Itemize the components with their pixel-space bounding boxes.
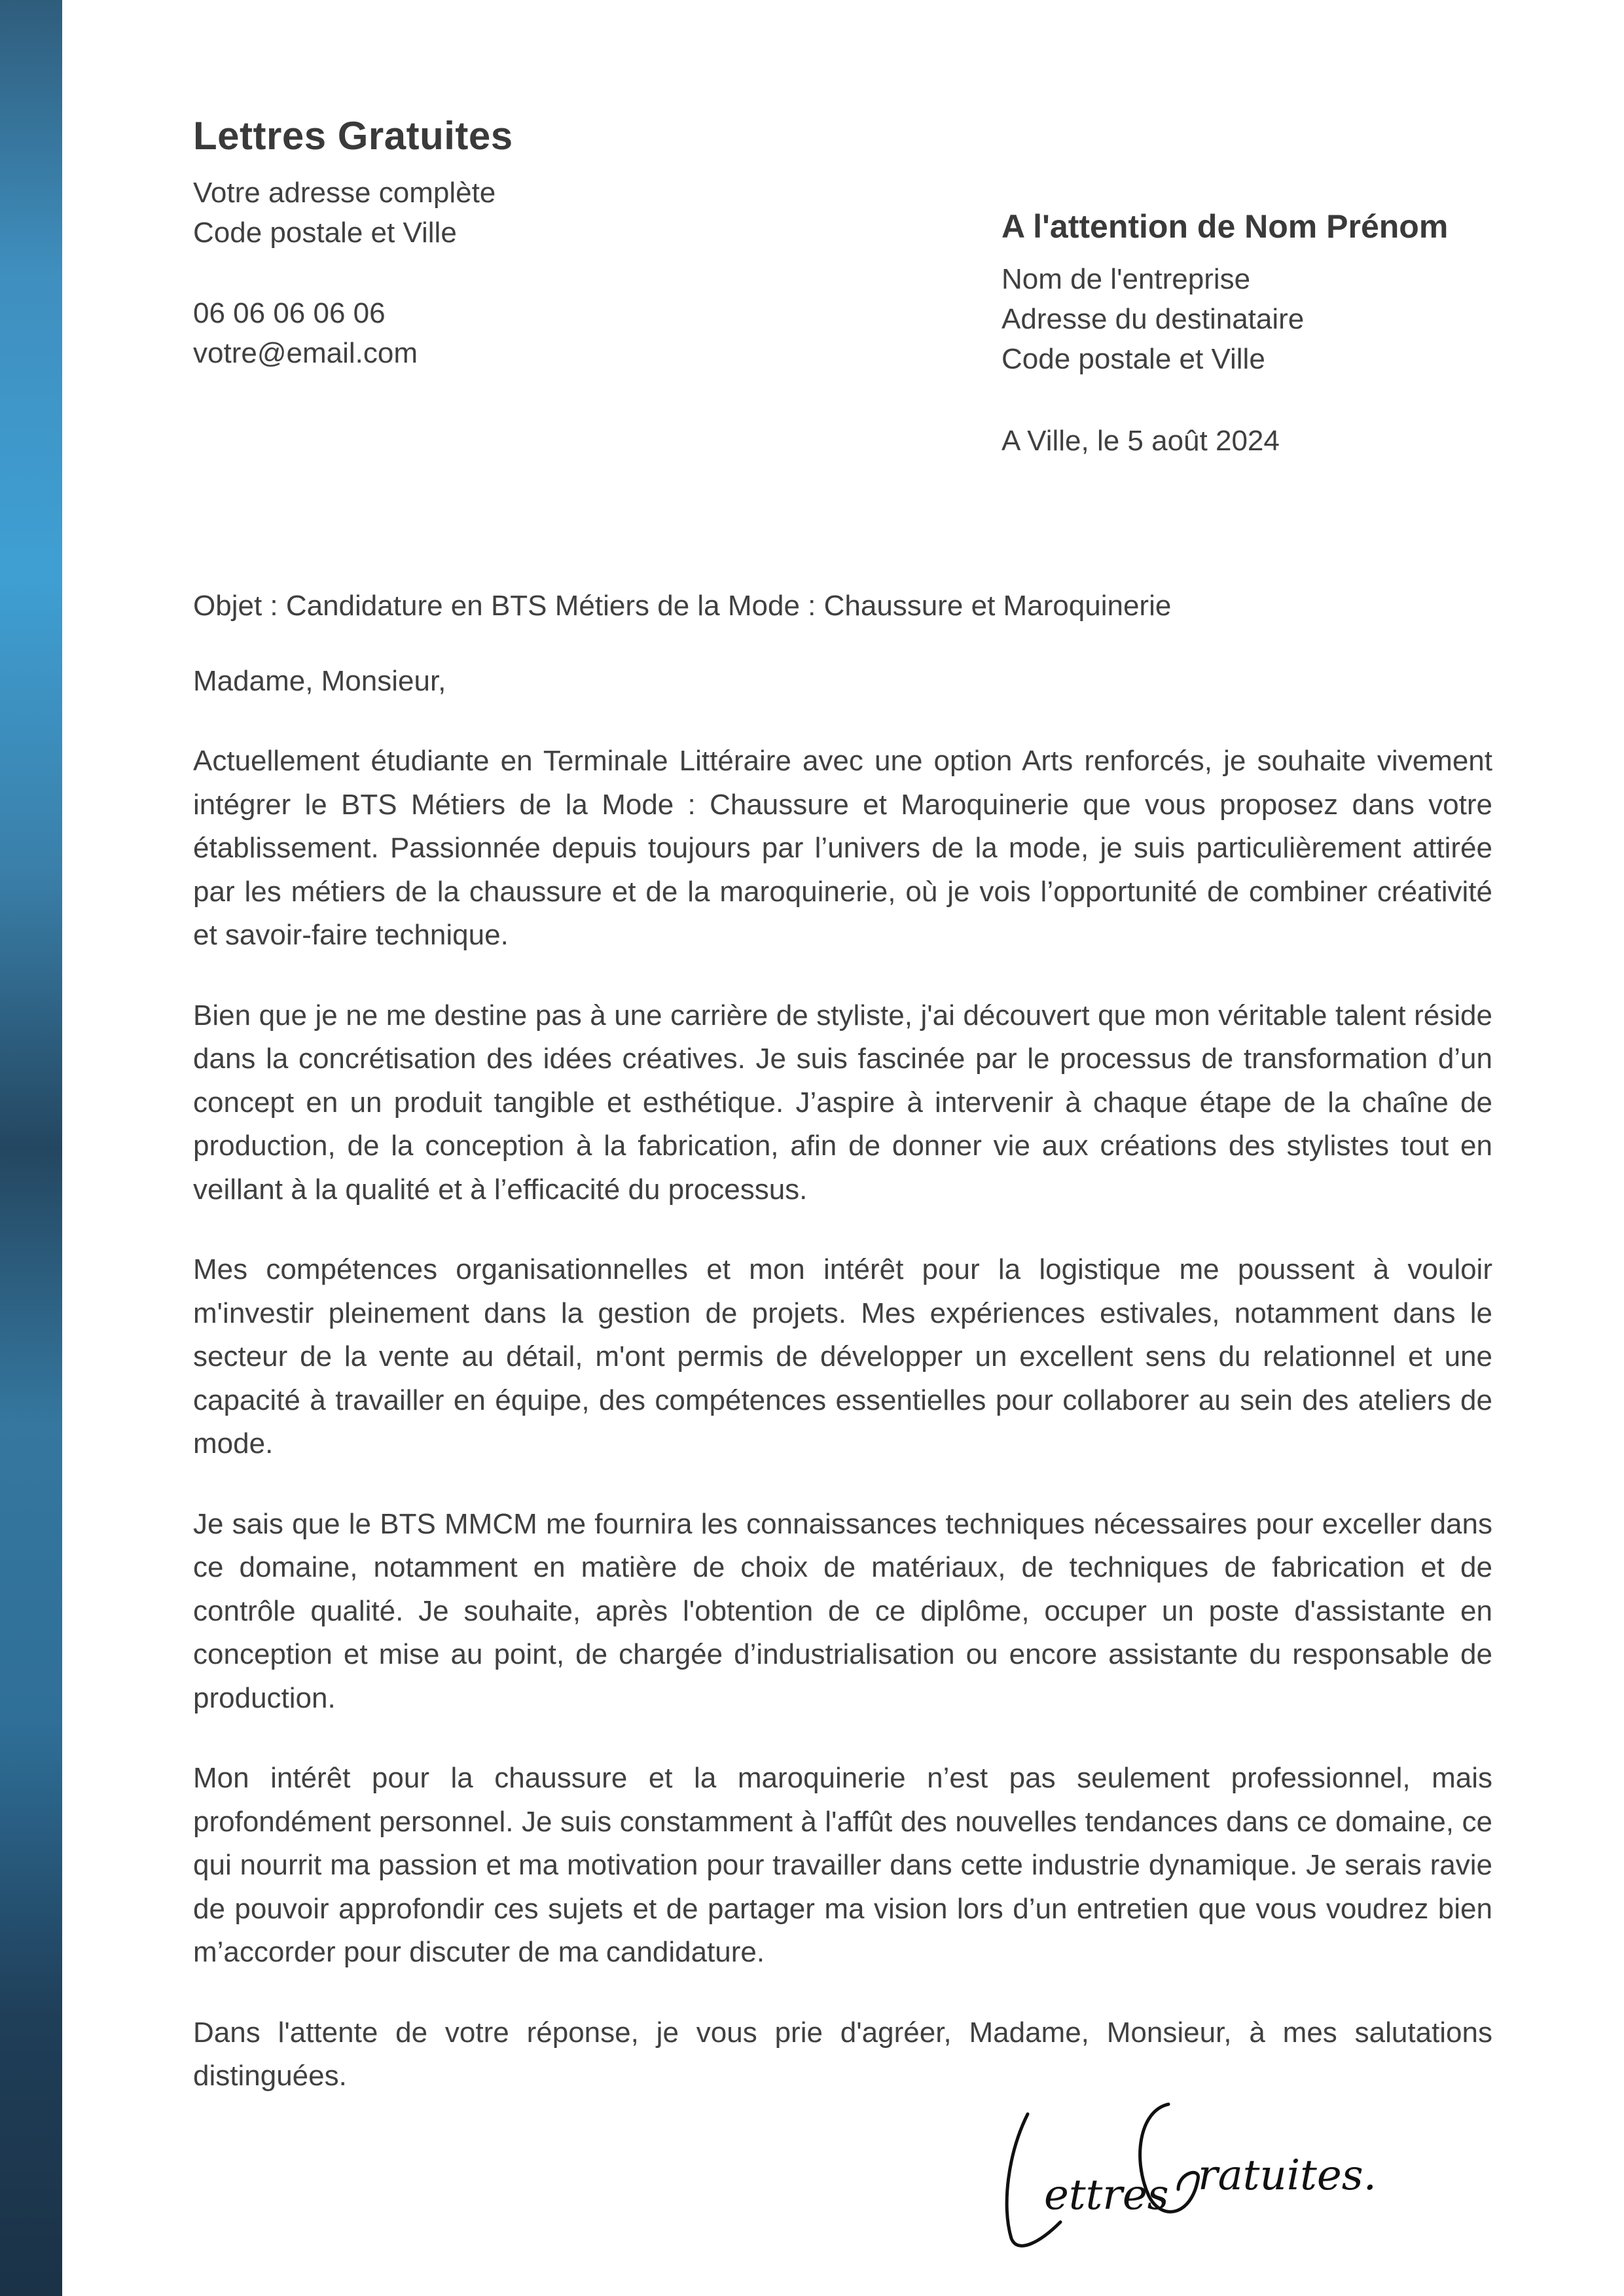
sender-address-line2: Code postale et Ville bbox=[193, 217, 457, 249]
sender-phone: 06 06 06 06 06 bbox=[193, 297, 386, 329]
letter-paragraph: Je sais que le BTS MMCM me fournira les connaissances techniques nécessaires pour exceller dans ce domaine, notamment en matière de choix de matériaux, de techniques de fabrication et de contrôle qualité. Je souhaite, après l'obtention de ce diplôme, occuper un poste d'assistante en conception et mise au point, de chargée d’industrialisation ou encore assistante du responsable de production. bbox=[193, 1507, 1492, 1714]
letter-paragraph: Mon intérêt pour la chaussure et la maroquinerie n’est pas seulement professionnel, mais profondément personnel. Je suis constamment à l'affût des nouvelles tendances dans ce domaine, ce qui nourrit ma passion et ma motivation pour travailler dans cette industrie dynamique. Je serais ravie de pouvoir approfondir ces sujets et de partager ma vision lors d’un entretien que vous voudrez bien m’accorder pour discuter de ma candidature. bbox=[193, 1762, 1492, 1968]
decorative-side-band bbox=[0, 0, 62, 2296]
letter-closing: Dans l'attente de votre réponse, je vous prie d'agréer, Madame, Monsieur, à mes salutations distinguées. bbox=[193, 2016, 1492, 2092]
svg-text:ettres: ettres bbox=[1044, 2171, 1169, 2219]
sender-address-line1: Votre adresse complète bbox=[193, 177, 496, 209]
sender-block bbox=[193, 110, 782, 373]
letter-date: A Ville, le 5 août 2024 bbox=[1001, 425, 1280, 457]
letter-paragraph: Actuellement étudiante en Terminale Littéraire avec une option Arts renforcés, je souhaite vivement intégrer le BTS Métiers de la Mode : Chaussure et Maroquinerie que vous proposez dans votre établissement. Passionnée depuis toujours par l’univers de la mode, je suis particulièrement attirée par les métiers de la chaussure et de la maroquinerie, où je vois l’opportunité de combiner créativité et savoir-faire technique. bbox=[193, 745, 1492, 951]
recipient-address: Adresse du destinataire bbox=[1001, 303, 1305, 335]
recipient-city: Code postale et Ville bbox=[1001, 343, 1265, 375]
signature-graphic bbox=[982, 2075, 1427, 2258]
letter-paragraph: Bien que je ne me destine pas à une carrière de styliste, j'ai découvert que mon véritable talent réside dans la concrétisation des idées créatives. Je suis fascinée par le processus de transformation d’un concept en un produit tangible et esthétique. J’aspire à intervenir à chaque étape de la chaîne de production, de la conception à la fabrication, afin de donner vie aux créations des stylistes tout en veillant à la qualité et à l’efficacité du processus. bbox=[193, 999, 1492, 1206]
letter-salutation: Madame, Monsieur, bbox=[193, 664, 446, 697]
letter-body bbox=[193, 584, 1492, 2098]
svg-text:ratuites.: ratuites. bbox=[1198, 2151, 1377, 2200]
recipient-attention: A l'attention de Nom Prénom bbox=[1001, 208, 1449, 245]
handwritten-signature bbox=[982, 2075, 1427, 2258]
sender-name: Lettres Gratuites bbox=[193, 114, 513, 158]
recipient-block bbox=[1001, 200, 1578, 461]
sender-email: votre@email.com bbox=[193, 337, 418, 369]
letter-paragraph: Mes compétences organisationnelles et mon intérêt pour la logistique me poussent à vouloir m'investir pleinement dans la gestion de projets. Mes expériences estivales, notamment dans le secteur de la vente au détail, m'ont permis de développer un excellent sens du relationnel et une capacité à travailler en équipe, des compétences essentielles pour collaborer au sein des ateliers de mode. bbox=[193, 1253, 1492, 1460]
letter-subject: Objet : Candidature en BTS Métiers de la Mode : Chaussure et Maroquinerie bbox=[193, 590, 1172, 622]
recipient-company: Nom de l'entreprise bbox=[1001, 263, 1251, 295]
